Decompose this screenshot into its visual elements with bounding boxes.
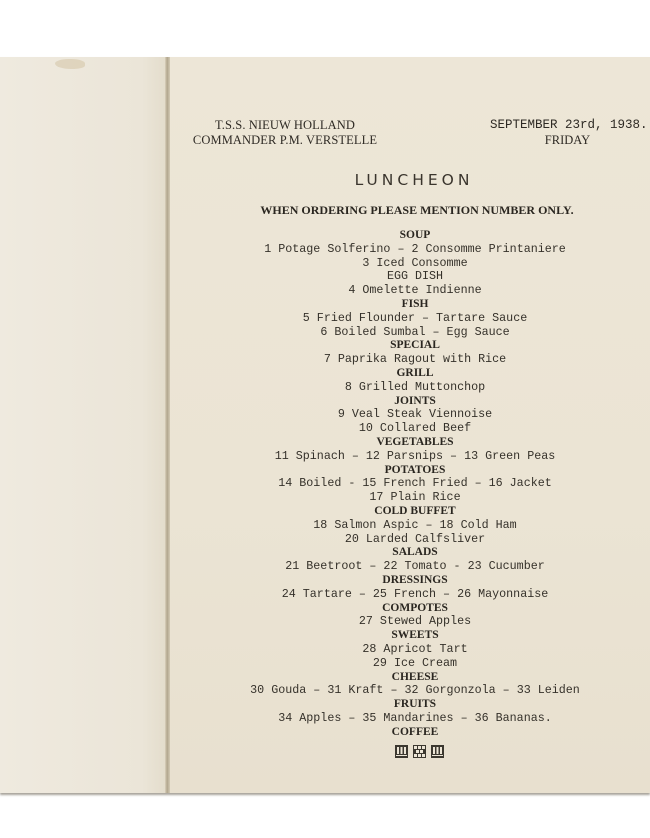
menu-section-heading: SOUP [399,229,431,241]
menu-section-heading: GRILL [396,366,434,379]
line-emblem-left-icon [395,745,408,758]
menu-section-heading: SPECIAL [390,339,440,352]
line-logo [395,745,444,758]
menu-date: SEPTEMBER 23rd, 1938. [490,118,648,132]
menu-item-line: 6 Boiled Sumbal – Egg Sauce [320,324,510,339]
paper-stain [55,59,85,69]
line-emblem-center-icon [413,745,426,758]
date-header [490,118,648,148]
menu-item-line: 34 Apples – 35 Mandarines – 36 Bananas. [278,710,552,725]
menu-section-heading: COLD BUFFET [374,504,456,517]
menu-section-heading: COFFEE [391,725,439,738]
menu-item-line: 5 Fried Flounder – Tartare Sauce [302,310,528,325]
menu-item-line: 1 Potage Solferino – 2 Consomme Printaniere [264,241,566,256]
menu-title: LUNCHEON [354,171,474,189]
menu-item-line: 14 Boiled - 15 French Fried – 16 Jacket [278,476,552,491]
menu-section-heading: SWEETS [391,629,439,642]
menu-section-heading: FISH [401,297,429,310]
menu-section-heading: EGG DISH [386,269,444,284]
menu-item-line: 11 Spinach – 12 Parsnips – 13 Green Peas [274,448,556,463]
ship-header [190,118,380,148]
ordering-instruction: WHEN ORDERING PLEASE MENTION NUMBER ONLY. [260,203,574,217]
menu-section-heading: COMPOTES [382,601,448,614]
menu-item-line: 21 Beetroot – 22 Tomato - 23 Cucumber [285,559,545,574]
menu-section-heading: SALADS [392,546,438,559]
menu-item-line: 27 Stewed Apples [358,614,472,629]
menu-item-line: 10 Collared Beef [358,421,472,436]
menu-day: FRIDAY [544,133,591,147]
menu-section-heading: FRUITS [393,698,437,711]
menu-card-left-panel [0,57,167,793]
menu-item-line: 8 Grilled Muttonchop [344,379,486,394]
menu-section-heading: CHEESE [391,670,439,683]
menu-item-line: 4 Omelette Indienne [348,283,482,298]
menu-section-heading: VEGETABLES [376,435,454,448]
menu-item-line: 3 Iced Consomme [362,255,468,270]
menu-body [170,229,650,739]
menu-item-line: 18 Salmon Aspic – 18 Cold Ham [313,517,517,532]
menu-item-line: 9 Veal Steak Viennoise [337,407,493,422]
menu-item-line: 17 Plain Rice [369,490,461,505]
menu-item-line: 28 Apricot Tart [362,641,468,656]
menu-item-line: 29 Ice Cream [372,655,458,670]
menu-section-heading: JOINTS [394,394,436,407]
menu-section-heading: DRESSINGS [382,573,448,586]
menu-item-line: 20 Larded Calfsliver [344,531,486,546]
menu-item-line: 7 Paprika Ragout with Rice [323,352,507,367]
menu-section-heading: POTATOES [384,463,446,476]
line-emblem-right-icon [431,745,444,758]
commander-name: COMMANDER P.M. VERSTELLE [192,133,378,147]
menu-item-line: 24 Tartare – 25 French – 26 Mayonnaise [281,586,549,601]
menu-item-line: 30 Gouda – 31 Kraft – 32 Gorgonzola – 33 Leiden [250,683,580,698]
ship-name: T.S.S. NIEUW HOLLAND [214,118,356,132]
